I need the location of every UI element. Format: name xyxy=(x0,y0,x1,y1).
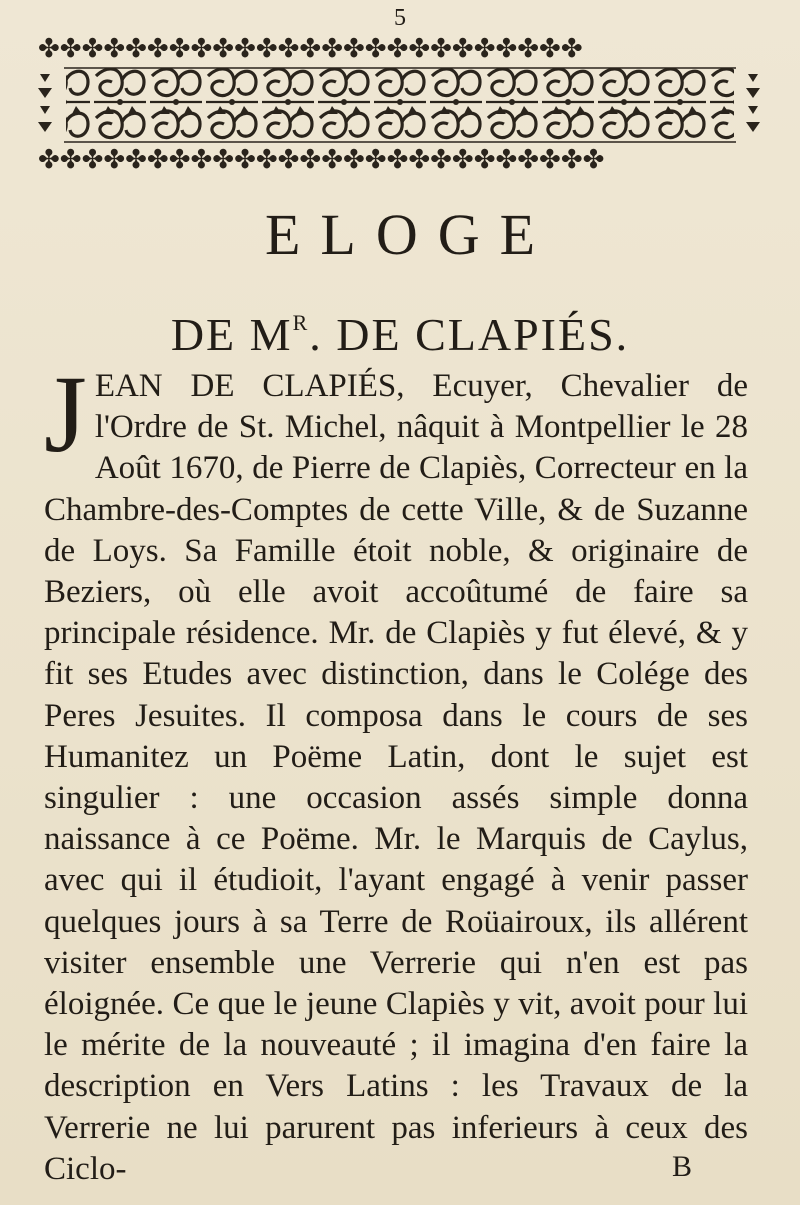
headpiece-fleuron-row-bottom: ✤✤✤✤✤✤✤✤✤✤✤✤✤✤✤✤✤✤✤✤✤✤✤✤✤✤ xyxy=(38,145,605,174)
signature-mark: B xyxy=(671,1150,692,1183)
body-text: EAN DE CLAPIÉS, Ecuyer, Chevalier de l'Ordre de St. Michel, nâquit à Montpellier le 28 Août 1670, de Pierre de Clapiès, Correcteur en la Chambre-des-Comptes de cette Ville, & de Suzanne de Loys. Sa Famille étoit noble, & originaire de Beziers, où elle avoit accoûtumé de faire sa principale résidence. Mr. de Clapiès y fut élevé, & y fit ses Etudes avec distinction, dans le Colége des Peres Jesuites. Il composa dans le cours de ses Humanitez un Poëme Latin, dont le sujet est singulier : une occasion assés simple donna naissance à ce Poëme. Mr. le Marquis de Caylus, avec qui il étudioit, l'ayant engagé à venir passer quelques jours à sa Terre de Roüairoux, ils allérent visiter ensemble une Verrerie qui n'en est pas éloignée. Ce que le jeune Clapiès y vit, avoit pour lui le mérite de la nouveauté ; il imagina d'en faire la description en Vers Latins : les Travaux de la Verrerie ne lui parurent pas inferieurs à ceux des Ciclo- xyxy=(44,368,748,1187)
drop-cap: J xyxy=(44,353,87,475)
headpiece-fleuron-row-top: ✤✤✤✤✤✤✤✤✤✤✤✤✤✤✤✤✤✤✤✤✤✤✤✤✤ xyxy=(38,34,583,63)
headpiece-ornament-band xyxy=(36,66,764,144)
subtitle-superscript: R xyxy=(292,310,310,335)
page-title: ELOGE xyxy=(264,202,556,267)
subtitle-prefix: DE M xyxy=(170,309,293,360)
subtitle-name: . DE CLAPIÉS. xyxy=(309,309,630,360)
headpiece-ornament-icon xyxy=(36,66,764,144)
page-number: 5 xyxy=(394,5,406,31)
page-subtitle xyxy=(0,296,800,362)
body-paragraph xyxy=(44,353,748,1190)
